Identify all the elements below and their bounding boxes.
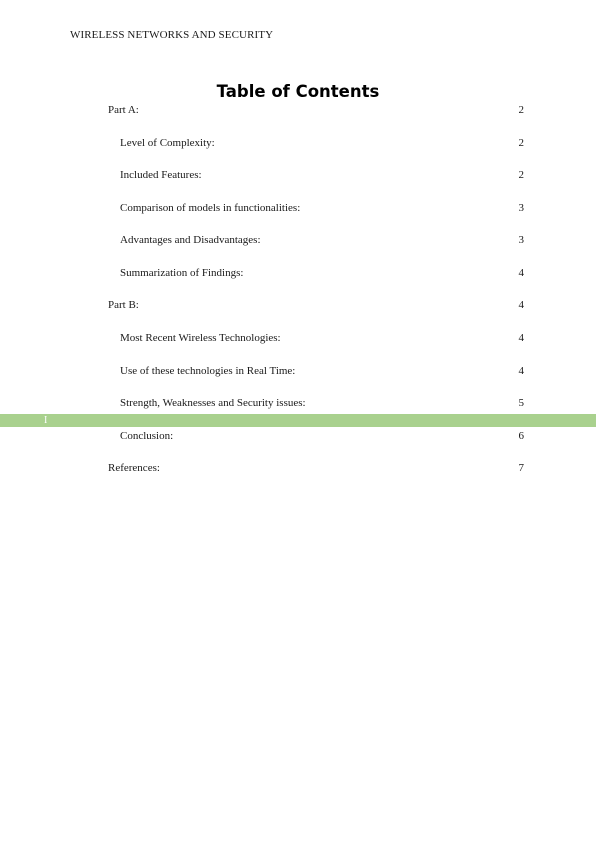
toc-page-number: 2: [518, 169, 524, 181]
page-number: I: [44, 415, 48, 426]
toc-page-number: 3: [518, 202, 524, 214]
toc-entry-text: References:: [108, 462, 160, 474]
toc-entry-text: Level of Complexity:: [120, 137, 215, 149]
toc-entry-most-recent-wireless-technologies[interactable]: [120, 332, 524, 346]
toc-entry-use-in-real-time[interactable]: [120, 365, 524, 379]
toc-page-number: 6: [518, 430, 524, 442]
toc-page-number: 4: [518, 267, 524, 279]
toc-page-number: 5: [518, 397, 524, 409]
toc-entry-references[interactable]: [108, 462, 524, 476]
toc-entry-comparison-of-models[interactable]: [120, 202, 524, 216]
toc-entry-summarization-of-findings[interactable]: [120, 267, 524, 281]
toc-page-number: 4: [518, 332, 524, 344]
toc-entry-text: Advantages and Disadvantages:: [120, 234, 261, 246]
toc-entry-text: Summarization of Findings:: [120, 267, 244, 279]
toc-entry-text: Comparison of models in functionalities:: [120, 202, 301, 214]
page-number-band: [0, 414, 596, 427]
toc-entry-text: Conclusion:: [120, 430, 174, 442]
toc-entry-text: Most Recent Wireless Technologies:: [120, 332, 281, 344]
toc-entry-level-of-complexity[interactable]: [120, 137, 524, 151]
toc-entry-advantages-disadvantages[interactable]: [120, 234, 524, 248]
toc-entry-text: Part A:: [108, 104, 139, 116]
toc-entry-conclusion[interactable]: [120, 430, 524, 444]
toc-entry-part-a[interactable]: [108, 104, 524, 118]
toc-entry-text: Strength, Weaknesses and Security issues:: [120, 397, 306, 409]
toc-entry-part-b[interactable]: [108, 299, 524, 313]
toc-entry-included-features[interactable]: [120, 169, 524, 183]
toc-entry-text: Use of these technologies in Real Time:: [120, 365, 296, 377]
toc-page-number: 4: [518, 365, 524, 377]
toc-page-number: 2: [518, 137, 524, 149]
toc-entry-strength-weaknesses-security[interactable]: [120, 397, 524, 411]
toc-page-number: 7: [518, 462, 524, 474]
toc-page-number: 4: [518, 299, 524, 311]
toc-entry-text: Part B:: [108, 299, 139, 311]
toc-entry-text: Included Features:: [120, 169, 202, 181]
running-header: WIRELESS NETWORKS AND SECURITY: [70, 29, 274, 41]
toc-page-number: 3: [518, 234, 524, 246]
toc-title: Table of Contents: [216, 82, 380, 101]
toc-page-number: 2: [518, 104, 524, 116]
